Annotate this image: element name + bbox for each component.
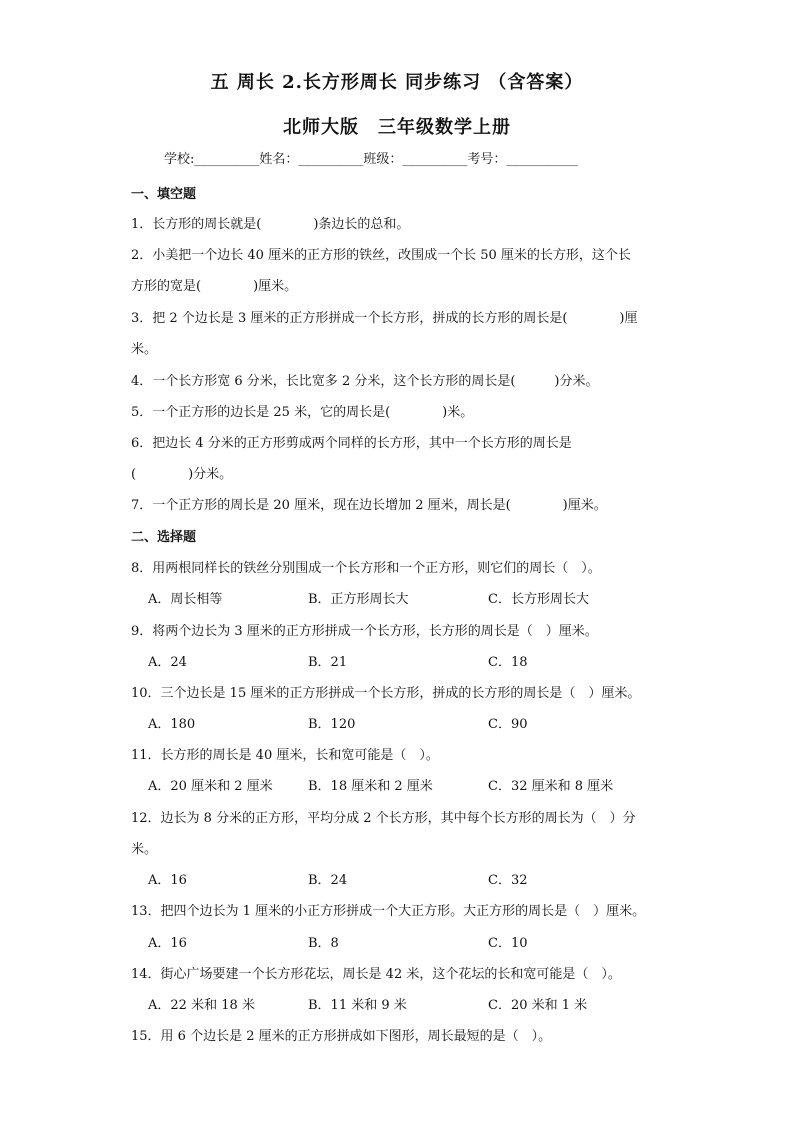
question-2-cont: 方形的宽是( )厘米。 [131,279,298,294]
page-title: 五 周长 2.长方形周长 同步练习 （含答案） [210,72,584,93]
question-13: 13．把四个边长为 1 厘米的小正方形拼成一个大正方形。大正方形的周长是（ ）厘米。 [131,904,646,919]
option-b: B．120 [308,717,356,732]
option-a: A．24 [148,655,187,670]
section-fill-heading: 一、填空题 [131,187,197,202]
option-c: C．20 米和 1 米 [488,998,588,1013]
option-a: A．20 厘米和 2 厘米 [148,779,273,794]
option-b: B．21 [308,655,348,670]
question-2: 2．小美把一个边长 40 厘米的正方形的铁丝，改围成一个长 50 厘米的长方形，这个长 [131,248,631,263]
question-12-cont: 米。 [131,842,158,857]
option-b: B．8 [308,936,339,951]
question-15: 15．用 6 个边长是 2 厘米的正方形拼成如下图形，周长最短的是（ ）。 [131,1029,552,1044]
option-c: C．10 [488,936,528,951]
option-a: A．16 [148,936,187,951]
option-c: C．32 厘米和 8 厘米 [488,779,614,794]
question-6-cont: ( )分米。 [131,467,233,482]
question-10: 10．三个边长是 15 厘米的正方形拼成一个长方形，拼成的长方形的周长是（ ）厘米。 [131,686,641,701]
question-7: 7．一个正方形的周长是 20 厘米，现在边长增加 2 厘米，周长是( )厘米。 [131,498,607,513]
question-14: 14．街心广场要建一个长方形花坛，周长是 42 米，这个花坛的长和宽可能是（ ）。 [131,967,621,982]
question-1: 1．长方形的周长就是( )条边长的总和。 [131,217,410,232]
option-b: B．18 厘米和 2 厘米 [308,779,433,794]
option-c: C．18 [488,655,528,670]
option-b: B．正方形周长大 [308,592,409,607]
option-b: B．24 [308,873,348,888]
option-a: A．周长相等 [148,592,223,607]
question-6: 6．把边长 4 分米的正方形剪成两个同样的长方形，其中一个长方形的周长是 [131,436,572,451]
question-5: 5．一个正方形的边长是 25 米，它的周长是( )米。 [131,405,474,420]
section-choice-heading: 二、选择题 [131,530,197,545]
page-subtitle: 北师大版 三年级数学上册 [283,117,511,138]
option-c: C．长方形周长大 [488,592,589,607]
question-3: 3．把 2 个边长是 3 厘米的正方形拼成一个长方形，拼成的长方形的周长是( )厘 [131,311,638,326]
question-11: 11．长方形的周长是 40 厘米，长和宽可能是（ ）。 [131,748,439,763]
option-b: B．11 米和 9 米 [308,998,407,1013]
option-a: A．16 [148,873,187,888]
option-c: C．32 [488,873,528,888]
option-c: C．90 [488,717,528,732]
question-8: 8．用两根同样长的铁丝分别围成一个长方形和一个正方形，则它们的周长（ ）。 [131,561,601,576]
student-info-line: 学校:__________姓名：__________班级：__________考号：___________ [164,152,578,167]
question-4: 4．一个长方形宽 6 分米，长比宽多 2 分米，这个长方形的周长是( )分米。 [131,374,599,389]
option-a: A．22 米和 18 米 [148,998,255,1013]
option-a: A．180 [148,717,196,732]
question-12: 12．边长为 8 分米的正方形，平均分成 2 个长方形，其中每个长方形的周长为（ ）分 [131,811,636,826]
question-9: 9．将两个边长为 3 厘米的正方形拼成一个长方形，长方形的周长是（ ）厘米。 [131,624,598,639]
question-3-cont: 米。 [131,342,158,357]
